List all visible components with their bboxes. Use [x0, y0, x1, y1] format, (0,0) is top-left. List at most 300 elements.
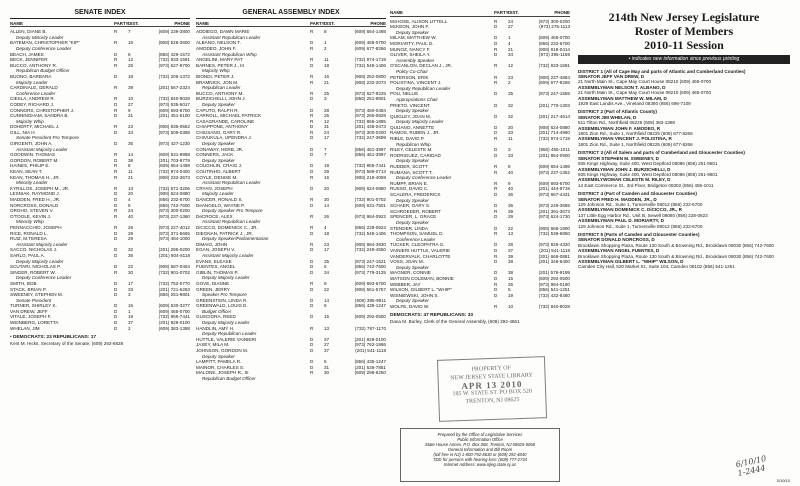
leadership-role: Republican Budget Officer: [202, 376, 256, 381]
table-row: [10, 292, 190, 303]
cell-phone: (609) 693-6700: [354, 280, 386, 286]
cell-name: VAN DREW, JEFF: [10, 308, 48, 314]
cell-party: D: [114, 292, 118, 298]
cell-party: D: [114, 230, 118, 236]
member-address: 21 North Main St., Cape May Court House 08210 (609) 465-0700: [578, 79, 712, 85]
cell-party: D: [114, 308, 118, 314]
cell-party: D: [114, 325, 118, 331]
cell-party: D: [310, 96, 314, 102]
cell-dist: 11: [508, 136, 513, 142]
roster-title-session: 2010-11 Session: [644, 38, 724, 52]
cell-name: DIEGNAN, PATRICK J., JR.: [196, 230, 254, 236]
cell-party: D: [310, 364, 314, 370]
cell-phone: (732) 974-1719: [354, 57, 386, 63]
cell-phone: (609) 383-1388: [158, 325, 190, 331]
cell-name: GORDON, ROBERT M.: [10, 157, 59, 163]
cell-phone: (908) 587-0404: [158, 264, 190, 270]
cell-name: RODRIGUEZ, CARIDAD: [390, 152, 441, 158]
cell-dist: 8: [324, 29, 327, 35]
cell-phone: (856) 541-1251: [538, 287, 570, 293]
member-address: 21 North Main St., Cape May Court House 08210 (609) 465-0700: [578, 90, 712, 96]
cell-name: COUTINHO, ALBERT: [196, 169, 241, 175]
cell-dist: 39: [508, 208, 514, 214]
leadership-role: Deputy Republican Leader: [202, 331, 257, 337]
cell-dist: 4: [508, 40, 511, 46]
cell-dist: 4: [324, 224, 327, 230]
cell-party: R: [494, 80, 498, 86]
cell-phone: (609) 239-2800: [158, 29, 190, 35]
cell-dist: 25: [128, 62, 134, 68]
cell-dist: 20: [508, 124, 514, 130]
info-line: TDD for persons with hearing loss: (609) 777-2744: [432, 457, 528, 462]
table-row: [196, 348, 386, 359]
cell-phone: (732) 933-1591: [158, 57, 190, 63]
cell-phone: (201) 703-9779: [158, 157, 190, 163]
cell-party: R: [310, 129, 314, 135]
cell-party: D: [310, 40, 314, 46]
cell-name: GUSCIORA, REED: [196, 314, 236, 320]
table-row: [196, 203, 386, 214]
cell-name: CARROLL, MICHAEL PATRICK: [196, 113, 262, 119]
cell-phone: (732) 901-0702: [354, 197, 386, 202]
table-row: [10, 85, 190, 96]
cell-name: VAINIERI HUTTLE, VALERIE: [390, 247, 451, 253]
header-party: PARTY: [494, 10, 509, 15]
header-phone: PHONE: [174, 20, 190, 26]
stamp-line-4: TRENTON, NJ 08625: [465, 397, 520, 405]
cell-name: CONNERS, JACK: [196, 152, 234, 158]
cell-dist: 40: [128, 213, 134, 219]
cell-dist: 13: [508, 231, 514, 237]
cell-party: D: [114, 101, 118, 107]
ols-info-box: [400, 428, 560, 482]
cell-phone: (908) 232-3673: [158, 174, 190, 180]
cell-dist: 35: [128, 141, 134, 147]
cell-name: MUNOZ, NANCY F.: [390, 46, 431, 52]
cell-party: D: [310, 314, 314, 320]
cell-name: SMITH, BOB: [10, 280, 37, 286]
table-row: [390, 103, 570, 114]
cell-party: D: [494, 124, 498, 130]
cell-name: McKEON, JOHN F.: [390, 24, 430, 30]
leadership-role: Republican Leader: [202, 85, 241, 91]
cell-phone: (609) 530-3277: [158, 303, 190, 309]
cell-dist: 18: [324, 230, 330, 236]
cell-name: CUNNINGHAM, SANDRA B.: [10, 113, 69, 119]
cell-name: GILL, NIA H.: [10, 129, 36, 135]
cell-phone: (973) 779-3125: [354, 269, 386, 275]
cell-name: McHOSE, ALISON LITTELL: [390, 18, 448, 24]
cell-dist: 18: [324, 62, 330, 68]
cell-phone: (732) 432-8460: [538, 292, 570, 298]
cell-dist: 9: [508, 180, 511, 186]
cell-party: D: [494, 152, 498, 158]
cell-phone: (973) 237-1362: [538, 169, 570, 175]
header-party: PARTY: [310, 20, 325, 26]
leadership-role: Assistant Majority Leader: [16, 146, 68, 152]
table-row: [10, 214, 190, 225]
cell-phone: (856) 742-7600: [354, 264, 386, 270]
cell-phone: (973) 667-4431: [538, 192, 570, 197]
cell-party: D: [114, 280, 118, 286]
cell-party: R: [494, 74, 498, 80]
cell-name: PENNACCHIO, JOSEPH: [10, 224, 62, 230]
cell-dist: 19: [128, 314, 134, 320]
cell-name: WHELAN, JIM: [10, 325, 40, 331]
cell-name: VITALE, JOSEPH F.: [10, 314, 52, 320]
cell-party: D: [310, 169, 314, 175]
cell-party: R: [494, 303, 498, 309]
cell-party: D: [114, 113, 118, 119]
cell-name: DeANGELO, WAYNE P.: [196, 202, 245, 208]
cell-dist: 23: [324, 241, 330, 247]
cell-name: DANCER, RONALD S.: [196, 197, 243, 202]
cell-party: R: [114, 174, 118, 180]
table-row: [196, 152, 386, 163]
cell-name: ANGELINI, MARY PAT: [196, 57, 243, 63]
cell-phone: (732) 974-1719: [538, 136, 570, 142]
cell-party: R: [114, 163, 118, 169]
cell-dist: 28: [324, 107, 330, 113]
leadership-role: Deputy Conference Leader: [16, 275, 72, 281]
cell-phone: (609) 465-0700: [158, 308, 190, 314]
table-row: [390, 304, 570, 310]
cell-party: D: [114, 51, 118, 57]
cell-name: SACCO, NICHOLAS J.: [10, 247, 58, 253]
cell-phone: (201) 567-2324: [158, 85, 190, 91]
header-phone: PHONE: [370, 20, 386, 26]
cell-name: DeCROCE, ALEX: [196, 213, 233, 219]
cell-dist: 11: [324, 57, 329, 63]
cell-phone: (201) 541-1118: [355, 348, 386, 354]
cell-name: ADDIEGO, DAWN MARIE: [196, 29, 250, 35]
cell-dist: 9: [324, 280, 327, 286]
cell-party: D: [114, 197, 118, 202]
cell-dist: 24: [324, 129, 330, 135]
cell-party: D: [310, 135, 314, 141]
cell-party: D: [114, 252, 118, 258]
cell-name: WEINBERG, LORETTA: [10, 320, 59, 326]
header-dist: DIST.: [508, 10, 519, 15]
cell-phone: (973) 371-5665: [158, 230, 190, 236]
table-row: [10, 40, 190, 51]
assembly-clerk: Dana M. Burley, Clerk of the General Assembly, (609) 292-4661: [390, 319, 520, 325]
cell-dist: 30: [324, 370, 330, 376]
cell-phone: (609) 677-8266: [354, 45, 386, 51]
senate-secretary: Kent M. Hicks, Secretary of the Senate, (609) 292-6828: [10, 340, 124, 346]
leadership-role: Deputy Majority Leader: [16, 258, 64, 264]
cell-party: D: [494, 203, 498, 209]
info-line: State House Annex, P.O. Box 068, Trenton, NJ 08625-0068: [424, 442, 536, 447]
cell-name: POU, NELLIE: [390, 91, 419, 97]
cell-name: GREENWALD, LOUIS D.: [196, 303, 248, 309]
cell-dist: 24: [128, 208, 134, 214]
table-row: [390, 136, 570, 147]
leadership-role: Senate President Pro Tempore: [16, 135, 79, 141]
cell-dist: 5: [324, 264, 327, 270]
cell-party: D: [114, 191, 118, 197]
library-stamp: [437, 356, 547, 422]
cell-dist: 5: [128, 202, 131, 208]
leadership-role: Deputy Majority Leader: [202, 275, 250, 281]
table-row: [196, 247, 386, 258]
leadership-role: Deputy Republican Leader: [396, 85, 451, 91]
table-row: [10, 326, 190, 332]
cell-party: D: [114, 286, 118, 292]
cell-phone: (973) 395-1166: [538, 52, 570, 58]
cell-dist: 16: [324, 174, 330, 180]
leadership-role: Majority Whip: [202, 68, 230, 74]
cell-party: R: [114, 85, 118, 91]
roster-column: [578, 10, 790, 273]
member-address: 137 Little Egg Harbor Rd., Unit B, Sewell 08080 (856) 228-0823: [578, 212, 708, 218]
cell-name: PRIETO, VINCENT: [390, 102, 430, 108]
cell-dist: 37: [508, 247, 514, 253]
cell-phone: (908) 252-0800: [354, 73, 386, 79]
leadership-role: Assistant Majority Leader: [202, 252, 254, 258]
cell-party: R: [114, 185, 118, 191]
cell-name: O'TOOLE, KEVIN J.: [10, 213, 52, 219]
table-row: [10, 175, 190, 186]
table-row: [196, 63, 386, 74]
info-line: General Information and Bill Room: [447, 447, 513, 452]
cell-dist: 21: [324, 79, 330, 85]
cell-dist: 30: [324, 197, 330, 202]
cell-name: GREENSTEIN, LINDA R.: [196, 297, 248, 303]
cell-phone: (732) 855-7441: [158, 314, 190, 320]
cell-name: RAMOS, RUBEN J., JR.: [390, 130, 440, 136]
table-row: [196, 370, 386, 381]
cell-phone: (609) 631-9988: [158, 152, 190, 158]
cell-name: GIBLIN, THOMAS P.: [196, 269, 239, 275]
cell-dist: 17: [324, 247, 330, 253]
leadership-role: Minority Whip: [16, 219, 44, 225]
cell-phone: (201) 854-0900: [538, 152, 570, 158]
cell-party: D: [494, 225, 498, 231]
cell-phone: (973) 624-1730: [538, 214, 570, 220]
cell-phone: (973) 247-1521: [354, 258, 386, 264]
cell-party: D: [310, 342, 314, 348]
cell-name: DiCICCO, DOMENICK C., JR.: [196, 224, 258, 230]
cell-name: MILAM, MATTHEW W.: [390, 35, 437, 41]
cell-party: D: [310, 107, 314, 113]
cell-name: OROHO, STEVEN V.: [10, 208, 54, 214]
cell-dist: 25: [324, 113, 330, 119]
cell-party: D: [310, 146, 314, 152]
district-heading: DISTRICT 3 (All of Salem and parts of Cumberland and Gloucester Counties): [578, 150, 745, 156]
cell-dist: 1: [508, 35, 511, 41]
cell-phone: (732) 840-9028: [538, 303, 570, 309]
cell-dist: 10: [508, 303, 514, 309]
cell-party: R: [114, 269, 118, 275]
cell-party: D: [114, 314, 118, 320]
cell-party: R: [494, 281, 498, 287]
leadership-role: Deputy Speaker: [202, 101, 235, 107]
cell-name: HANDLIN, AMY H.: [196, 325, 235, 331]
member-name: SENATOR FRED H. MADDEN, JR., D: [578, 196, 657, 202]
cell-name: QUIGLEY, JOAN M.: [390, 113, 432, 119]
table-row: [196, 186, 386, 197]
cell-phone: (609) 631-7501: [354, 202, 386, 208]
table-row: [10, 74, 190, 85]
member-address: 1929 East Landis Ave., Vineland 08360 (856) 696-7109: [578, 101, 691, 107]
cell-dist: 32: [508, 113, 514, 119]
table-row: [196, 314, 386, 325]
senate-rows: [10, 29, 190, 331]
table-row: [10, 253, 190, 264]
cell-phone: (973) 627-9225: [354, 90, 386, 96]
table-row: [196, 135, 386, 146]
leadership-role: Deputy Speaker: [202, 353, 235, 359]
cell-phone: (908) 526-3600: [158, 40, 190, 46]
cell-party: D: [310, 264, 314, 270]
cell-phone: (201) 666-0881: [538, 253, 570, 259]
cell-party: D: [114, 129, 118, 135]
cell-name: SCHAER, GARY S.: [390, 203, 431, 209]
member-address: 935 Kings Highway, Suite 400, West Deptford 08086 (856) 251-9801: [578, 171, 718, 177]
assembly-column-headers-2: [390, 10, 570, 17]
cell-phone: (973) 984-0922: [354, 213, 386, 219]
cell-dist: 14: [324, 297, 330, 303]
cell-party: R: [494, 18, 498, 24]
member-name: SENATOR STEPHEN M. SWEENEY, D: [578, 155, 659, 161]
cell-dist: 1: [324, 40, 327, 46]
member-address: 935 Kings Highway, Suite 400, West Deptford 08086 (856) 251-9801: [578, 161, 718, 167]
cell-name: WAGNER, CONNIE: [390, 270, 431, 276]
table-row: [10, 29, 190, 40]
stamp-line-1: PROPERTY OF: [471, 365, 512, 373]
cell-name: RUMPF, BRIAN E.: [390, 180, 429, 186]
cell-dist: 24: [508, 18, 514, 24]
leadership-role: Deputy Speaker/Parliamentarian: [202, 236, 269, 242]
cell-name: STENDER, LINDA: [390, 225, 429, 231]
cell-phone: (856) 742-7600: [158, 202, 190, 208]
cell-dist: 22: [128, 264, 134, 270]
cell-phone: (973) 300-0200: [354, 129, 386, 135]
cell-phone: (973) 300-0200: [538, 18, 570, 24]
cell-phone: (973) 926-4320: [538, 242, 570, 248]
assembly-column-headers: [196, 21, 386, 28]
cell-dist: 19: [508, 292, 514, 298]
cell-phone: (732) 901-0702: [158, 269, 190, 275]
cell-dist: 2: [128, 325, 131, 331]
cell-name: KEAN, THOMAS H., JR.: [10, 174, 60, 180]
cell-dist: 40: [508, 186, 514, 192]
cell-phone: (732) 247-3699: [354, 135, 386, 141]
table-row: [10, 113, 190, 124]
cell-dist: 13: [128, 185, 134, 191]
cell-dist: 31: [128, 113, 134, 119]
cell-phone: (973) 450-0484: [354, 107, 386, 113]
cell-party: D: [310, 124, 314, 130]
cell-name: OLIVER, SHEILA Y.: [390, 52, 431, 58]
member-address: 129 Johnson Rd., Suite 1, Turnersville 08012 (856) 232-6700: [578, 201, 703, 207]
header-name: NAME: [390, 10, 403, 15]
cell-name: SCALERA, FREDERICK: [390, 192, 441, 197]
cell-phone: (908) 561-5757: [354, 286, 386, 292]
cell-party: R: [114, 124, 118, 130]
cell-phone: (732) 855-7441: [354, 163, 386, 169]
leadership-role: Deputy Speaker: [202, 141, 235, 147]
cell-dist: 38: [128, 157, 134, 163]
cell-name: RUMANA, SCOTT T.: [390, 169, 433, 175]
cell-dist: 34: [128, 129, 134, 135]
district-heading: DISTRICT 2 (Part of Atlantic County): [578, 109, 657, 115]
cell-party: R: [114, 107, 118, 113]
stamp-line-2: NEW JERSEY STATE LIBRARY: [450, 372, 534, 382]
cell-phone: (201) 436-0473: [354, 124, 386, 130]
cell-name: TUCKER, CLEOPATRA G.: [390, 242, 445, 248]
table-row: [196, 175, 386, 186]
cell-name: CODEY, RICHARD J.: [10, 101, 55, 107]
member-name: ASSEMBLYMAN JOHN F. AMODEO, R: [578, 125, 661, 131]
header-name: NAME: [196, 20, 209, 26]
cell-name: COYLE, DENISE M.: [196, 174, 238, 180]
table-row: [196, 270, 386, 281]
cell-phone: (908) 624-0880: [538, 124, 570, 130]
cell-phone: (732) 548-1406: [354, 62, 386, 68]
cell-dist: 12: [128, 57, 134, 63]
leadership-role: Appropriations Chair: [396, 96, 438, 102]
member-name: SENATOR DONALD NORCROSS, D: [578, 237, 655, 243]
cell-name: JASEY, MILA M.: [196, 342, 230, 348]
cell-dist: 20: [128, 191, 134, 197]
cell-name: STACK, BRIAN P.: [10, 286, 47, 292]
cell-dist: 6: [324, 303, 327, 309]
cell-name: WILSON, GILBERT L. "WHIP": [390, 287, 452, 293]
member-name: ASSEMBLYMAN JOHN J. BURZICHELLI, D: [578, 166, 671, 172]
cell-name: CIESLA, ANDREW R.: [10, 96, 55, 102]
cell-party: R: [310, 241, 314, 247]
cell-party: D: [494, 214, 498, 220]
stamp-line-3: 185 W. STATE ST. PO BOX 520: [452, 388, 532, 398]
cell-phone: (973) 237-1360: [158, 213, 190, 219]
cell-dist: 29: [324, 169, 330, 175]
cell-phone: (201) 928-0100: [354, 336, 386, 342]
cell-dist: 7: [324, 152, 327, 158]
assembly-rows-b: [390, 19, 570, 310]
cell-dist: 37: [324, 348, 330, 354]
cell-name: SWEENEY, STEPHEN M.: [10, 292, 64, 298]
cell-name: BARNES, PETER J., III: [196, 62, 244, 68]
cell-party: D: [494, 130, 498, 136]
cell-dist: 14: [324, 202, 330, 208]
stamp-date: APR 13 2010: [461, 378, 523, 392]
cell-name: QUIJANO, ANNETTE: [390, 124, 435, 130]
cell-party: R: [114, 152, 118, 158]
cell-phone: (201) 770-1303: [538, 102, 570, 108]
cell-party: D: [114, 73, 118, 79]
table-row: [390, 24, 570, 35]
table-row: [10, 63, 190, 74]
cell-name: ALBANO, NELSON T.: [196, 40, 241, 46]
cell-dist: 35: [324, 258, 330, 264]
cell-dist: 3: [128, 292, 131, 298]
cell-party: R: [494, 164, 498, 170]
cell-party: R: [310, 118, 314, 124]
cell-dist: 8: [508, 164, 511, 170]
cell-party: D: [310, 62, 314, 68]
cell-dist: 36: [508, 203, 514, 209]
table-row: [196, 231, 386, 242]
cell-party: D: [310, 202, 314, 208]
cell-dist: 26: [324, 213, 330, 219]
cell-party: R: [494, 253, 498, 259]
cell-name: GOVE, DIANNE: [196, 280, 230, 286]
district-heading: DISTRICT 4 (Part of Camden and Gloucester Counties): [578, 191, 697, 197]
cell-name: COUGHLIN, CRAIG J.: [196, 163, 243, 169]
cell-name: VOSS, JOAN M.: [390, 259, 424, 265]
